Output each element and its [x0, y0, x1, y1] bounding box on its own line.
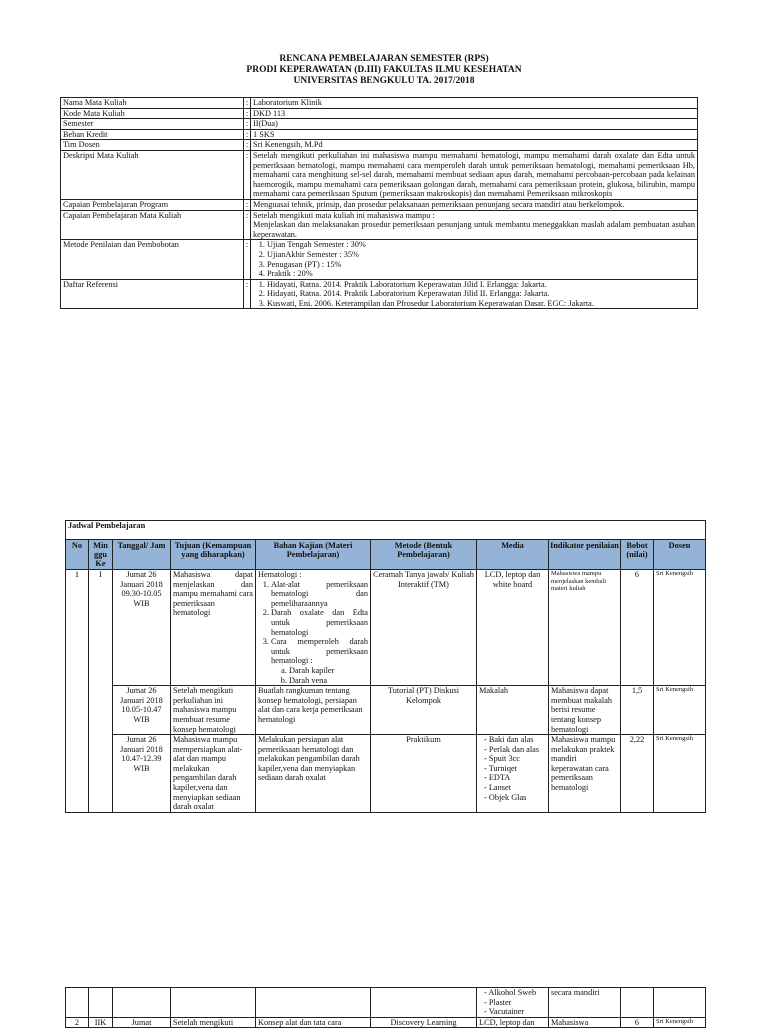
col-header-metode: Metode (Bentuk Pembelajaran)	[371, 540, 477, 570]
cell-tujuan: Mahasiswa mampu mempersiapkan alat-alat dan mampu melakukan pengambilan darah kapiler,vena dan menyiapkan sediaan darah oxalat	[171, 735, 256, 813]
bahan-item: 2. Darah oxalate dan Edta untuk pemeriksaan hematologi	[271, 608, 368, 637]
cell-tujuan	[171, 988, 256, 1018]
cell-tanggal: Jumat 26 Januari 2018 10.47-12.39 WIB	[113, 735, 171, 813]
media-list	[479, 988, 546, 1017]
info-colon: :	[244, 108, 251, 119]
cell-media: LCD, leptop dan white board	[477, 570, 549, 686]
col-header-minggu: Min ggu Ke	[89, 540, 113, 570]
info-colon: :	[244, 129, 251, 140]
col-header-media: Media	[477, 540, 549, 570]
bahan-intro: Hematologi :	[258, 570, 302, 579]
table-row	[66, 570, 706, 686]
media-item: - Spuit 3cc	[493, 754, 546, 764]
table-row	[66, 1017, 706, 1028]
bahan-subitem: a. Darah kapiler	[289, 666, 368, 676]
col-header-dosen: Dosen	[654, 540, 706, 570]
cell-bahan: Buatlah rangkuman tentang konsep hematologi, persiapan alat dan cara kerja pemeriksaan hematologi	[256, 686, 371, 735]
bahan-item-text: Cara memperoleh darah untuk pemeriksaan hematologi :	[271, 637, 368, 666]
cell-tanggal	[113, 988, 171, 1018]
media-item: - EDTA	[493, 773, 546, 783]
info-value	[251, 279, 698, 309]
cell-indikator: Mahasiswa mampu melakukan praktek mandiri keperawatan cara pemeriksaan hematologi	[549, 735, 621, 813]
col-header-bahan: Bahan Kajian (Materi Pembelajaran)	[256, 540, 371, 570]
cell-indikator: secara mandiri	[549, 988, 621, 1018]
info-value: Sri Kenengsih, M.Pd	[251, 140, 698, 151]
info-label: Tim Dosen	[61, 140, 244, 151]
info-label: Nama Mata Kuliah	[61, 98, 244, 109]
info-value	[251, 240, 698, 279]
info-row-tim	[61, 140, 698, 151]
cell-bobot: 2,22	[621, 735, 654, 813]
metode-list	[253, 240, 695, 278]
media-item: - Plaster	[493, 998, 546, 1008]
bahan-sublist	[271, 666, 368, 685]
info-value	[251, 210, 698, 240]
info-row-cp-program	[61, 199, 698, 210]
info-colon: :	[244, 279, 251, 309]
cell-bobot: 6	[621, 1017, 654, 1028]
table-row	[66, 686, 706, 735]
cell-minggu: I	[89, 570, 113, 813]
info-row-nama	[61, 98, 698, 109]
media-item: - Objek Glas	[493, 793, 546, 803]
schedule-title: Jadwal Pembelajaran	[66, 521, 706, 540]
info-value: Setelah mengikuti perkuliahan ini mahasiswa mampu memahami hematologi, mampu memahami darah oxalate dan Edta untuk pemeriksaan hematologi, mampu memahami cara memperoleh darah untuk pemeriksaan hematologi, memahami pemeriksaan Hb, memahami cara menghitung sel-sel darah, memahami membuat sediaan apus darah, memahami percobaan-percobaan pada kelainan haemorogik, mampu memahami cara pemeriksaan golongan darah, memahami cara pemeriksaan protein, glukosa, bilirubin, mampu memahami cara pemeriksaan Sputum (pemeriksaan makroskopis) dan memahami Pemeriksaan mikroskopis	[251, 150, 698, 199]
cell-bahan	[256, 570, 371, 686]
referensi-item: 2. Hidayati, Ratna. 2014. Praktik Laboratorium Keperawatan Jilid II. Erlangga: Jakarta.	[267, 289, 695, 299]
info-row-beban	[61, 129, 698, 140]
doc-subtitle-prodi: PRODI KEPERAWATAN (D.III) FAKULTAS ILMU KESEHATAN	[246, 65, 522, 75]
table-row	[66, 735, 706, 813]
doc-subtitle-university: UNIVERSITAS BENGKULU TA. 2017/2018	[293, 76, 475, 86]
table-row	[66, 988, 706, 1018]
referensi-item: 1. Hidayati, Ratna. 2014. Praktik Laboratorium Keperawatan Jilid I. Erlangga: Jakarta.	[267, 280, 695, 290]
info-label: Semester	[61, 119, 244, 130]
bahan-subitem: b. Darah vena	[289, 676, 368, 686]
bahan-item: 1. Alat-alat pemeriksaan hematologi dan pemeliharaannya	[271, 580, 368, 609]
cell-metode	[371, 988, 477, 1018]
media-item: - Alkohol Sweb	[493, 988, 546, 998]
referensi-item: 3. Kuswati, Eni. 2006. Keterampilan dan Pfrosedur Laboratorium Keperawatan Dasar. EGC: Jakarta.	[267, 299, 695, 309]
info-colon: :	[244, 119, 251, 130]
cell-tujuan: Mahasiswa dapat menjelaskan dan mampu memahami cara pemeriksaan hematologi	[171, 570, 256, 686]
info-value: DKD 113	[251, 108, 698, 119]
col-header-no: No	[66, 540, 89, 570]
cell-bahan: Melakukan persiapan alat pemeriksaan hematologi dan melakukan pengambilan darah kapiler,vena dan menyiapkan sediaan darah oxalat	[256, 735, 371, 813]
info-colon: :	[244, 140, 251, 151]
cell-metode: Discovery Learning	[371, 1017, 477, 1028]
cell-bahan: Konsep alat dan tata cara	[256, 1017, 371, 1028]
bahan-item	[271, 637, 368, 685]
cell-tanggal: Jumat 26 Januari 2018 09.30-10.05 WIB	[113, 570, 171, 686]
metode-item: 2. UjianAkhir Semester : 35%	[267, 250, 695, 260]
cell-metode: Praktikum	[371, 735, 477, 813]
info-label: Daftar Referensi	[61, 279, 244, 309]
referensi-list	[253, 280, 695, 309]
metode-item: 1. Ujian Tengah Semester : 30%	[267, 240, 695, 250]
info-label: Beban Kredit	[61, 129, 244, 140]
cell-tanggal: Jumat	[113, 1017, 171, 1028]
info-colon: :	[244, 98, 251, 109]
cell-indikator: Mahasiswa dapat membuat makalah berisi resume tentang konsep hematologi	[549, 686, 621, 735]
cell-minggu: IIK	[89, 1017, 113, 1028]
info-row-semester	[61, 119, 698, 130]
info-colon: :	[244, 150, 251, 199]
media-list	[479, 735, 546, 802]
col-header-tujuan: Tujuan (Kemampuan yang diharapkan)	[171, 540, 256, 570]
info-value: Menguasai tehnik, prinsip, dan prosedur pelaksanaan pemeriksaan penunjang secara mandiri atau berkelompok.	[251, 199, 698, 210]
info-row-kode	[61, 108, 698, 119]
info-value: II(Dua)	[251, 119, 698, 130]
media-item: - Lanset	[493, 783, 546, 793]
cell-media	[477, 988, 549, 1018]
media-item: - Turniqet	[493, 764, 546, 774]
info-value: 1 SKS	[251, 129, 698, 140]
cell-dosen: Sri Kenengsih	[654, 570, 706, 686]
cell-bahan	[256, 988, 371, 1018]
cell-tanggal: Jumat 26 Januari 2018 10.05-10.47 WIB	[113, 686, 171, 735]
cell-indikator: Mahasiswa	[549, 1017, 621, 1028]
info-colon: :	[244, 210, 251, 240]
cell-no	[66, 988, 89, 1018]
info-row-metode	[61, 240, 698, 279]
schedule-header-row	[66, 540, 706, 570]
cell-metode: Ceramah Tanya jawab/ Kuliah Interaktif (TM)	[371, 570, 477, 686]
info-label: Deskripsi Mata Kuliah	[61, 150, 244, 199]
bahan-list	[258, 580, 368, 686]
info-row-referensi	[61, 279, 698, 309]
media-item: - Perlak dan alas	[493, 745, 546, 755]
cell-tujuan: Setelah mengikuti perkuliahan ini mahasiswa mampu membuat resume konsep hematologi	[171, 686, 256, 735]
metode-item: 3. Penugasan (PT) : 15%	[267, 260, 695, 270]
schedule-table-continued	[65, 987, 706, 1028]
course-info-table	[60, 97, 698, 309]
info-colon: :	[244, 240, 251, 279]
info-value: Laboratorium Klinik	[251, 98, 698, 109]
cell-minggu	[89, 988, 113, 1018]
col-header-bobot: Bobot (nilai)	[621, 540, 654, 570]
info-label: Capaian Pembelajaran Mata Kuliah	[61, 210, 244, 240]
cell-media	[477, 735, 549, 813]
info-row-cp-mk	[61, 210, 698, 240]
cell-bobot: 6	[621, 570, 654, 686]
col-header-indikator: Indikator penilaian	[549, 540, 621, 570]
cell-no: 2	[66, 1017, 89, 1028]
cell-bobot	[621, 988, 654, 1018]
cell-tujuan: Setelah mengikuti	[171, 1017, 256, 1028]
schedule-table	[65, 520, 706, 813]
media-item: - Vacutainer	[493, 1007, 546, 1017]
cp-mk-detail: Menjelaskan dan melaksanakan prosedur pemeriksaan penunjang untuk membantu meneggakkan maslah adalam pembuatan asuhan keperawatan.	[253, 220, 695, 239]
metode-item: 4. Praktik : 20%	[267, 269, 695, 279]
cell-dosen: Sri Kenengsih	[654, 1017, 706, 1028]
cell-dosen	[654, 988, 706, 1018]
info-label: Metode Penilaian dan Pembobotan	[61, 240, 244, 279]
cell-bobot: 1,5	[621, 686, 654, 735]
cell-dosen: Sri Kenengsih	[654, 686, 706, 735]
col-header-tanggal: Tanggal/ Jam	[113, 540, 171, 570]
cell-media: Makalah	[477, 686, 549, 735]
doc-title: RENCANA PEMBELAJARAN SEMESTER (RPS)	[279, 54, 489, 64]
info-label: Capaian Pembelajaran Program	[61, 199, 244, 210]
info-label: Kode Mata Kuliah	[61, 108, 244, 119]
cp-mk-intro: Setelah mengikuti mata kuliah ini mahasiswa mampu :	[253, 210, 435, 220]
cell-media: LCD, leptop dan	[477, 1017, 549, 1028]
info-colon: :	[244, 199, 251, 210]
cell-dosen: Sri Kenengsih	[654, 735, 706, 813]
cell-metode: Tutorial (PT) Diskusi Kelompok	[371, 686, 477, 735]
cell-indikator: Mahasiswa mampu menjelaskan kembali materi kuliah	[549, 570, 621, 686]
media-item: - Baki dan alas	[493, 735, 546, 745]
info-row-deskripsi	[61, 150, 698, 199]
cell-no: 1	[66, 570, 89, 813]
